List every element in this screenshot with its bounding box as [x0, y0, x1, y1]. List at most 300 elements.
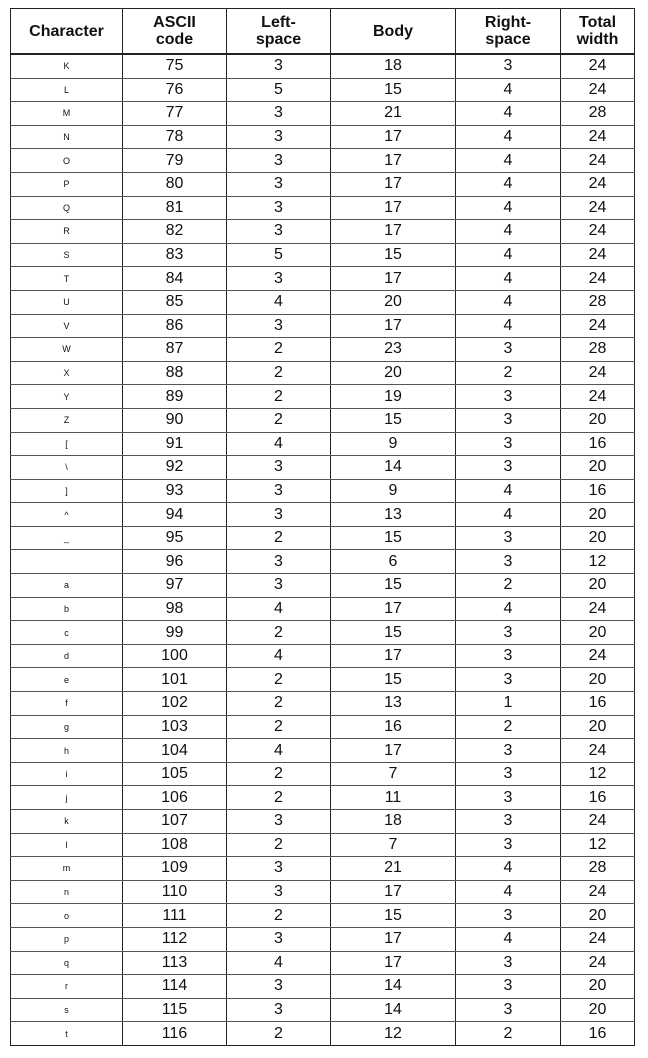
- table-row: [11, 338, 635, 362]
- total-width-cell: 28: [561, 857, 635, 881]
- body-cell: 17: [331, 149, 456, 173]
- right-space-cell: 3: [456, 975, 561, 999]
- body-cell: 15: [331, 526, 456, 550]
- table-row: [11, 597, 635, 621]
- left-space-cell: 2: [227, 361, 331, 385]
- ascii-code-cell: 89: [123, 385, 227, 409]
- table-row: [11, 172, 635, 196]
- table-row: [11, 668, 635, 692]
- left-space-cell: 4: [227, 290, 331, 314]
- right-space-cell: 4: [456, 125, 561, 149]
- right-space-cell: 3: [456, 338, 561, 362]
- total-width-cell: 20: [561, 668, 635, 692]
- total-width-cell: 24: [561, 739, 635, 763]
- left-space-cell: 5: [227, 78, 331, 102]
- ascii-code-cell: 100: [123, 644, 227, 668]
- character-cell: K: [11, 54, 123, 78]
- character-cell: P: [11, 172, 123, 196]
- body-cell: 15: [331, 904, 456, 928]
- table-row: [11, 975, 635, 999]
- right-space-cell: 4: [456, 172, 561, 196]
- ascii-code-cell: 113: [123, 951, 227, 975]
- character-cell: N: [11, 125, 123, 149]
- total-width-cell: 16: [561, 1022, 635, 1046]
- character-cell: Y: [11, 385, 123, 409]
- body-cell: 21: [331, 102, 456, 126]
- body-cell: 17: [331, 196, 456, 220]
- left-space-cell: 2: [227, 692, 331, 716]
- table-row: [11, 951, 635, 975]
- left-space-cell: 3: [227, 927, 331, 951]
- right-space-cell: 3: [456, 762, 561, 786]
- right-space-cell: 2: [456, 1022, 561, 1046]
- total-width-cell: 16: [561, 786, 635, 810]
- character-cell: Q: [11, 196, 123, 220]
- total-width-cell: 20: [561, 574, 635, 598]
- right-space-cell: 3: [456, 786, 561, 810]
- right-space-cell: 4: [456, 597, 561, 621]
- character-cell: k: [11, 810, 123, 834]
- ascii-code-cell: 104: [123, 739, 227, 763]
- total-width-cell: 28: [561, 290, 635, 314]
- table-row: [11, 78, 635, 102]
- right-space-cell: 3: [456, 54, 561, 78]
- total-width-cell: 16: [561, 479, 635, 503]
- header-total-width: [561, 9, 635, 55]
- character-cell: d: [11, 644, 123, 668]
- left-space-cell: 3: [227, 479, 331, 503]
- left-space-cell: 2: [227, 385, 331, 409]
- table-row: [11, 385, 635, 409]
- table-row: [11, 361, 635, 385]
- ascii-code-cell: 110: [123, 880, 227, 904]
- right-space-cell: 3: [456, 833, 561, 857]
- table-row: [11, 243, 635, 267]
- right-space-cell: 4: [456, 102, 561, 126]
- character-cell: h: [11, 739, 123, 763]
- left-space-cell: 3: [227, 54, 331, 78]
- left-space-cell: 2: [227, 904, 331, 928]
- ascii-code-cell: 111: [123, 904, 227, 928]
- character-width-table-container: [10, 8, 634, 1046]
- left-space-cell: 3: [227, 503, 331, 527]
- body-cell: 9: [331, 479, 456, 503]
- body-cell: 17: [331, 125, 456, 149]
- right-space-cell: 4: [456, 880, 561, 904]
- ascii-code-cell: 99: [123, 621, 227, 645]
- total-width-cell: 24: [561, 220, 635, 244]
- right-space-cell: 4: [456, 196, 561, 220]
- ascii-code-cell: 96: [123, 550, 227, 574]
- left-space-cell: 3: [227, 102, 331, 126]
- body-cell: 11: [331, 786, 456, 810]
- body-cell: 14: [331, 998, 456, 1022]
- body-cell: 17: [331, 880, 456, 904]
- table-row: [11, 810, 635, 834]
- left-space-cell: 3: [227, 125, 331, 149]
- ascii-code-cell: 84: [123, 267, 227, 291]
- character-cell: R: [11, 220, 123, 244]
- ascii-code-cell: 97: [123, 574, 227, 598]
- table-row: [11, 220, 635, 244]
- total-width-cell: 20: [561, 904, 635, 928]
- body-cell: 9: [331, 432, 456, 456]
- body-cell: 15: [331, 668, 456, 692]
- ascii-code-cell: 101: [123, 668, 227, 692]
- ascii-code-cell: 92: [123, 456, 227, 480]
- right-space-cell: 2: [456, 715, 561, 739]
- total-width-cell: 24: [561, 314, 635, 338]
- table-body: [11, 54, 635, 1045]
- table-row: [11, 432, 635, 456]
- total-width-cell: 24: [561, 78, 635, 102]
- body-cell: 17: [331, 951, 456, 975]
- left-space-cell: 2: [227, 786, 331, 810]
- ascii-code-cell: 81: [123, 196, 227, 220]
- left-space-cell: 2: [227, 526, 331, 550]
- table-row: [11, 927, 635, 951]
- total-width-cell: 24: [561, 810, 635, 834]
- ascii-code-cell: 93: [123, 479, 227, 503]
- character-cell: l: [11, 833, 123, 857]
- body-cell: 15: [331, 408, 456, 432]
- left-space-cell: 3: [227, 456, 331, 480]
- right-space-cell: 1: [456, 692, 561, 716]
- table-row: [11, 574, 635, 598]
- ascii-code-cell: 102: [123, 692, 227, 716]
- body-cell: 14: [331, 975, 456, 999]
- ascii-code-cell: 98: [123, 597, 227, 621]
- ascii-code-cell: 85: [123, 290, 227, 314]
- ascii-code-cell: 105: [123, 762, 227, 786]
- left-space-cell: 4: [227, 644, 331, 668]
- body-cell: 16: [331, 715, 456, 739]
- body-cell: 17: [331, 739, 456, 763]
- body-cell: 13: [331, 503, 456, 527]
- ascii-code-cell: 79: [123, 149, 227, 173]
- left-space-cell: 2: [227, 408, 331, 432]
- character-cell: g: [11, 715, 123, 739]
- table-row: [11, 739, 635, 763]
- ascii-code-cell: 103: [123, 715, 227, 739]
- total-width-cell: 20: [561, 456, 635, 480]
- ascii-code-cell: 90: [123, 408, 227, 432]
- character-cell: j: [11, 786, 123, 810]
- character-cell: _: [11, 526, 123, 550]
- left-space-cell: 3: [227, 149, 331, 173]
- table-row: [11, 998, 635, 1022]
- left-space-cell: 2: [227, 668, 331, 692]
- body-cell: 17: [331, 267, 456, 291]
- left-space-cell: 3: [227, 267, 331, 291]
- left-space-cell: 3: [227, 998, 331, 1022]
- character-cell: V: [11, 314, 123, 338]
- table-row: [11, 550, 635, 574]
- body-cell: 17: [331, 597, 456, 621]
- body-cell: 7: [331, 833, 456, 857]
- table-row: [11, 786, 635, 810]
- left-space-cell: 3: [227, 196, 331, 220]
- character-cell: W: [11, 338, 123, 362]
- ascii-code-cell: 94: [123, 503, 227, 527]
- table-row: [11, 54, 635, 78]
- table-row: [11, 880, 635, 904]
- total-width-cell: 28: [561, 338, 635, 362]
- right-space-cell: 3: [456, 739, 561, 763]
- total-width-cell: 16: [561, 432, 635, 456]
- right-space-cell: 4: [456, 267, 561, 291]
- character-cell: t: [11, 1022, 123, 1046]
- right-space-cell: 3: [456, 621, 561, 645]
- character-width-table: [10, 8, 635, 1046]
- right-space-cell: 3: [456, 644, 561, 668]
- table-row: [11, 408, 635, 432]
- left-space-cell: 2: [227, 338, 331, 362]
- table-row: [11, 1022, 635, 1046]
- total-width-cell: 12: [561, 550, 635, 574]
- character-cell: b: [11, 597, 123, 621]
- body-cell: 20: [331, 290, 456, 314]
- character-cell: i: [11, 762, 123, 786]
- left-space-cell: 3: [227, 574, 331, 598]
- total-width-cell: 28: [561, 102, 635, 126]
- character-cell: L: [11, 78, 123, 102]
- left-space-cell: 4: [227, 739, 331, 763]
- body-cell: 17: [331, 927, 456, 951]
- ascii-code-cell: 86: [123, 314, 227, 338]
- body-cell: 17: [331, 644, 456, 668]
- total-width-cell: 16: [561, 692, 635, 716]
- character-cell: [11, 550, 123, 574]
- header-right-space: [456, 9, 561, 55]
- body-cell: 15: [331, 621, 456, 645]
- character-cell: c: [11, 621, 123, 645]
- total-width-cell: 24: [561, 361, 635, 385]
- ascii-code-cell: 109: [123, 857, 227, 881]
- character-cell: ^: [11, 503, 123, 527]
- left-space-cell: 4: [227, 951, 331, 975]
- table-row: [11, 102, 635, 126]
- left-space-cell: 2: [227, 715, 331, 739]
- ascii-code-cell: 87: [123, 338, 227, 362]
- ascii-code-cell: 76: [123, 78, 227, 102]
- total-width-cell: 24: [561, 644, 635, 668]
- table-row: [11, 479, 635, 503]
- body-cell: 18: [331, 54, 456, 78]
- right-space-cell: 3: [456, 810, 561, 834]
- character-cell: s: [11, 998, 123, 1022]
- header-total-width-label: Total width: [576, 14, 619, 48]
- right-space-cell: 3: [456, 904, 561, 928]
- body-cell: 17: [331, 314, 456, 338]
- table-row: [11, 526, 635, 550]
- left-space-cell: 2: [227, 621, 331, 645]
- body-cell: 17: [331, 220, 456, 244]
- body-cell: 15: [331, 574, 456, 598]
- right-space-cell: 3: [456, 432, 561, 456]
- left-space-cell: 4: [227, 597, 331, 621]
- left-space-cell: 3: [227, 810, 331, 834]
- table-row: [11, 503, 635, 527]
- table-row: [11, 456, 635, 480]
- table-row: [11, 715, 635, 739]
- character-cell: a: [11, 574, 123, 598]
- character-cell: S: [11, 243, 123, 267]
- table-row: [11, 196, 635, 220]
- right-space-cell: 3: [456, 998, 561, 1022]
- body-cell: 23: [331, 338, 456, 362]
- right-space-cell: 3: [456, 385, 561, 409]
- header-left-space: [227, 9, 331, 55]
- body-cell: 21: [331, 857, 456, 881]
- left-space-cell: 2: [227, 762, 331, 786]
- body-cell: 14: [331, 456, 456, 480]
- character-cell: Z: [11, 408, 123, 432]
- right-space-cell: 3: [456, 668, 561, 692]
- total-width-cell: 20: [561, 998, 635, 1022]
- right-space-cell: 4: [456, 503, 561, 527]
- body-cell: 7: [331, 762, 456, 786]
- table-row: [11, 149, 635, 173]
- total-width-cell: 24: [561, 149, 635, 173]
- table-row: [11, 857, 635, 881]
- ascii-code-cell: 108: [123, 833, 227, 857]
- body-cell: 19: [331, 385, 456, 409]
- body-cell: 6: [331, 550, 456, 574]
- body-cell: 13: [331, 692, 456, 716]
- ascii-code-cell: 112: [123, 927, 227, 951]
- total-width-cell: 24: [561, 597, 635, 621]
- ascii-code-cell: 107: [123, 810, 227, 834]
- total-width-cell: 20: [561, 621, 635, 645]
- left-space-cell: 4: [227, 432, 331, 456]
- character-cell: ]: [11, 479, 123, 503]
- left-space-cell: 5: [227, 243, 331, 267]
- table-row: [11, 267, 635, 291]
- ascii-code-cell: 115: [123, 998, 227, 1022]
- character-cell: q: [11, 951, 123, 975]
- left-space-cell: 2: [227, 1022, 331, 1046]
- total-width-cell: 12: [561, 833, 635, 857]
- table-row: [11, 621, 635, 645]
- left-space-cell: 3: [227, 880, 331, 904]
- right-space-cell: 3: [456, 550, 561, 574]
- ascii-code-cell: 78: [123, 125, 227, 149]
- right-space-cell: 4: [456, 149, 561, 173]
- ascii-code-cell: 88: [123, 361, 227, 385]
- total-width-cell: 20: [561, 715, 635, 739]
- header-body: [331, 9, 456, 55]
- header-ascii-code-label: ASCII code: [153, 14, 196, 48]
- total-width-cell: 20: [561, 408, 635, 432]
- left-space-cell: 3: [227, 172, 331, 196]
- character-cell: \: [11, 456, 123, 480]
- total-width-cell: 24: [561, 267, 635, 291]
- character-cell: T: [11, 267, 123, 291]
- table-row: [11, 644, 635, 668]
- ascii-code-cell: 106: [123, 786, 227, 810]
- table-row: [11, 314, 635, 338]
- character-cell: O: [11, 149, 123, 173]
- character-cell: [: [11, 432, 123, 456]
- character-cell: U: [11, 290, 123, 314]
- header-body-label: Body: [373, 22, 413, 40]
- right-space-cell: 4: [456, 290, 561, 314]
- character-cell: X: [11, 361, 123, 385]
- character-cell: n: [11, 880, 123, 904]
- left-space-cell: 3: [227, 975, 331, 999]
- total-width-cell: 12: [561, 762, 635, 786]
- ascii-code-cell: 82: [123, 220, 227, 244]
- right-space-cell: 4: [456, 927, 561, 951]
- table-row: [11, 904, 635, 928]
- ascii-code-cell: 75: [123, 54, 227, 78]
- total-width-cell: 24: [561, 951, 635, 975]
- right-space-cell: 2: [456, 361, 561, 385]
- header-left-space-label: Left- space: [255, 14, 302, 48]
- ascii-code-cell: 83: [123, 243, 227, 267]
- left-space-cell: 3: [227, 857, 331, 881]
- left-space-cell: 3: [227, 550, 331, 574]
- character-cell: o: [11, 904, 123, 928]
- total-width-cell: 24: [561, 385, 635, 409]
- total-width-cell: 24: [561, 196, 635, 220]
- ascii-code-cell: 77: [123, 102, 227, 126]
- body-cell: 15: [331, 78, 456, 102]
- ascii-code-cell: 91: [123, 432, 227, 456]
- right-space-cell: 4: [456, 220, 561, 244]
- header-character-label: Character: [29, 22, 104, 40]
- total-width-cell: 24: [561, 125, 635, 149]
- total-width-cell: 24: [561, 54, 635, 78]
- total-width-cell: 20: [561, 975, 635, 999]
- left-space-cell: 2: [227, 833, 331, 857]
- right-space-cell: 2: [456, 574, 561, 598]
- total-width-cell: 24: [561, 243, 635, 267]
- total-width-cell: 20: [561, 526, 635, 550]
- right-space-cell: 4: [456, 314, 561, 338]
- ascii-code-cell: 116: [123, 1022, 227, 1046]
- right-space-cell: 4: [456, 243, 561, 267]
- header-row: [11, 9, 635, 55]
- body-cell: 18: [331, 810, 456, 834]
- right-space-cell: 4: [456, 857, 561, 881]
- right-space-cell: 3: [456, 408, 561, 432]
- character-cell: e: [11, 668, 123, 692]
- character-cell: p: [11, 927, 123, 951]
- right-space-cell: 4: [456, 479, 561, 503]
- ascii-code-cell: 95: [123, 526, 227, 550]
- body-cell: 17: [331, 172, 456, 196]
- header-ascii-code: [123, 9, 227, 55]
- table-row: [11, 833, 635, 857]
- character-cell: r: [11, 975, 123, 999]
- character-cell: m: [11, 857, 123, 881]
- left-space-cell: 3: [227, 220, 331, 244]
- header-right-space-label: Right- space: [484, 14, 532, 48]
- left-space-cell: 3: [227, 314, 331, 338]
- total-width-cell: 24: [561, 927, 635, 951]
- table-row: [11, 125, 635, 149]
- body-cell: 12: [331, 1022, 456, 1046]
- ascii-code-cell: 114: [123, 975, 227, 999]
- table-row: [11, 762, 635, 786]
- body-cell: 20: [331, 361, 456, 385]
- character-cell: f: [11, 692, 123, 716]
- ascii-code-cell: 80: [123, 172, 227, 196]
- table-row: [11, 692, 635, 716]
- character-cell: M: [11, 102, 123, 126]
